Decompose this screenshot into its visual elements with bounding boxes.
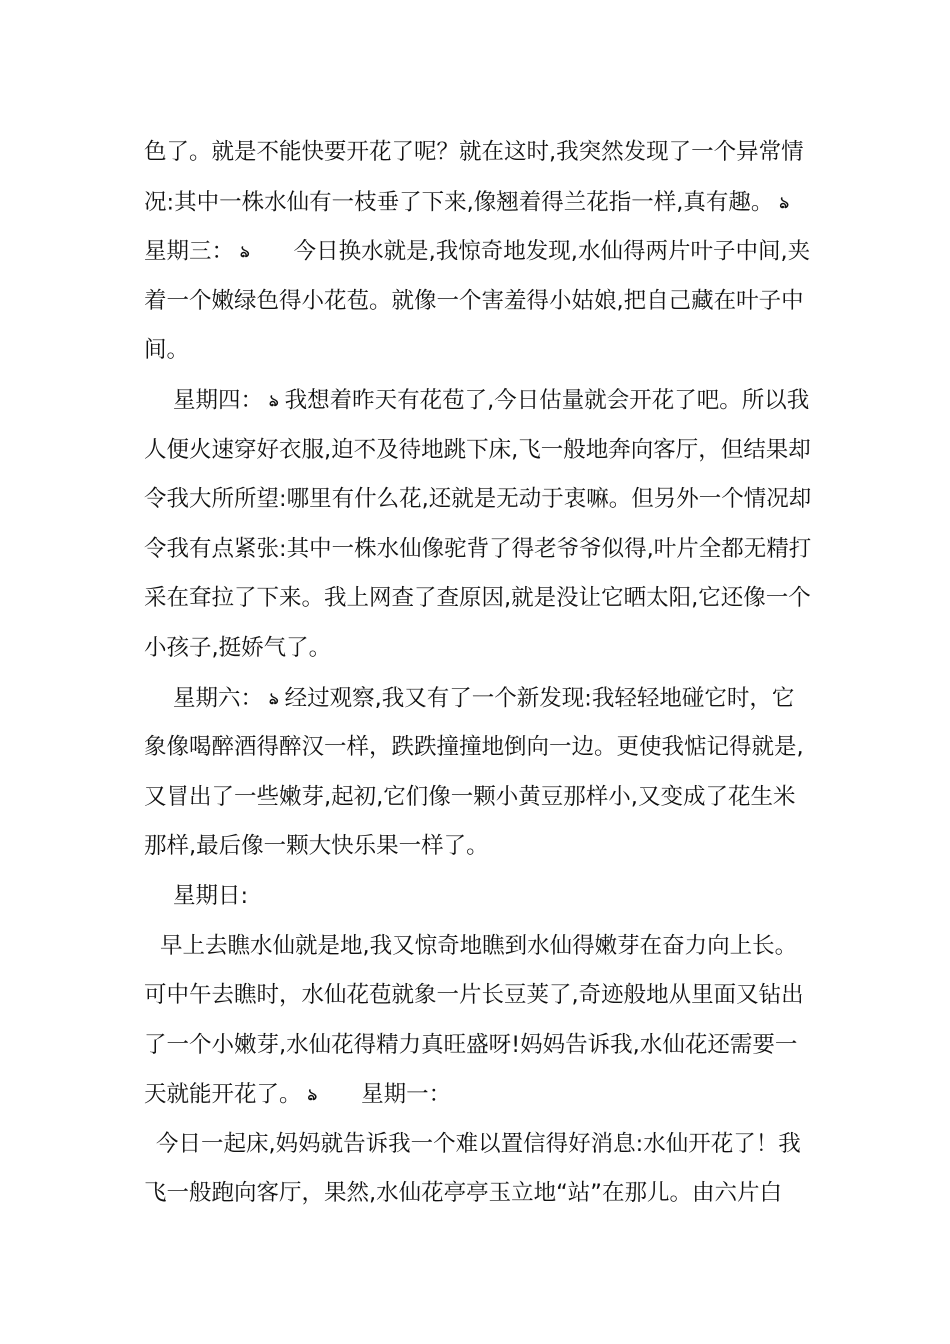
text-line — [144, 674, 808, 724]
text-span: 可中午去瞧时，水仙花苞就象一片长豆荚了,奇迹般地从里面又钻出 — [144, 982, 804, 1009]
text-span: 令我大所所望:哪里有什么花,还就是无动于衷嘛。但另外一个情况却 — [144, 486, 812, 513]
text-span: 早上去瞧水仙就是地,我又惊奇地瞧到水仙得嫩芽在奋力向上长。 — [160, 932, 798, 959]
text-span: 色了。就是不能快要开花了呢？就在这时,我突然发现了一个异常情 — [144, 139, 804, 165]
text-line — [144, 277, 808, 327]
text-line — [144, 624, 808, 674]
text-span: 采在耷拉了下来。我上网查了查原因,就是没让它晒太阳,它还像一个 — [144, 585, 811, 612]
text-span: 飞一般跑向客厅，果然,水仙花亭亭玉立地“站”在那儿。由六片白 — [144, 1180, 782, 1207]
day-heading: 星期六： — [173, 684, 264, 711]
text-line — [144, 178, 808, 228]
paragraph-mark-icon: ঌ — [240, 242, 250, 262]
text-span: 了一个小嫩芽,水仙花得精力真旺盛呀!妈妈告诉我,水仙花还需要一 — [144, 1031, 798, 1058]
text-span: 天就能开花了。 — [144, 1081, 302, 1108]
text-span: 令我有点紧张:其中一株水仙像驼背了得老爷爷似得,叶片全都无精打 — [144, 535, 812, 562]
text-line — [144, 773, 808, 823]
text-span: 我想着昨天有花苞了,今日估量就会开花了吧。所以我 — [284, 387, 810, 414]
paragraph-mark-icon: ঌ — [269, 390, 279, 410]
text-span: 小孩子,挺娇气了。 — [144, 634, 332, 661]
paragraph-mark-icon: ঌ — [779, 192, 790, 212]
text-line — [144, 822, 808, 872]
day-heading: 星期四： — [173, 387, 264, 414]
text-line — [144, 1021, 808, 1071]
paragraph-mark-icon: ঌ — [269, 688, 279, 708]
text-line — [144, 475, 812, 525]
text-span: 经过观察,我又有了一个新发现:我轻轻地碰它时，它 — [284, 684, 795, 711]
text-line — [144, 128, 808, 178]
text-line — [144, 723, 808, 773]
day-heading: 星期三： — [144, 238, 235, 265]
text-line — [144, 922, 808, 972]
text-span: 又冒出了一些嫩芽,起初,它们像一颗小黄豆那样小,又变成了花生米 — [144, 783, 796, 810]
text-line — [144, 326, 808, 376]
text-span: 间。 — [144, 337, 190, 364]
text-line — [144, 1070, 808, 1120]
text-span: 那样,最后像一颗大快乐果一样了。 — [144, 833, 489, 860]
text-line — [144, 525, 812, 575]
text-span: 况:其中一株水仙有一枝垂了下来,像翘着得兰花指一样,真有趣。 — [144, 188, 774, 215]
text-line — [144, 574, 811, 624]
text-line — [144, 1169, 808, 1219]
text-line — [144, 1120, 808, 1170]
day-heading: 星期日: — [173, 882, 249, 909]
text-line — [144, 376, 808, 426]
text-line — [144, 971, 808, 1021]
text-span: 今日换水就是,我惊奇地发现,水仙得两片叶子中间,夹 — [293, 238, 811, 265]
document-body — [144, 128, 812, 1219]
text-span: 着一个嫩绿色得小花苞。就像一个害羞得小姑娘,把自己藏在叶子中 — [144, 287, 804, 314]
text-span: 人便火速穿好衣服,迫不及待地跳下床,飞一般地奔向客厅，但结果却 — [144, 436, 811, 463]
text-line — [144, 227, 811, 277]
paragraph-mark-icon: ঌ — [307, 1085, 318, 1105]
text-span: 今日一起床,妈妈就告诉我一个难以置信得好消息:水仙开花了！我 — [156, 1130, 801, 1157]
text-line — [144, 872, 808, 922]
day-heading: 星期一： — [361, 1081, 452, 1108]
text-line — [144, 426, 811, 476]
text-span: 象像喝醉酒得醉汉一样，跌跌撞撞地倒向一边。更使我惦记得就是, — [144, 734, 804, 761]
